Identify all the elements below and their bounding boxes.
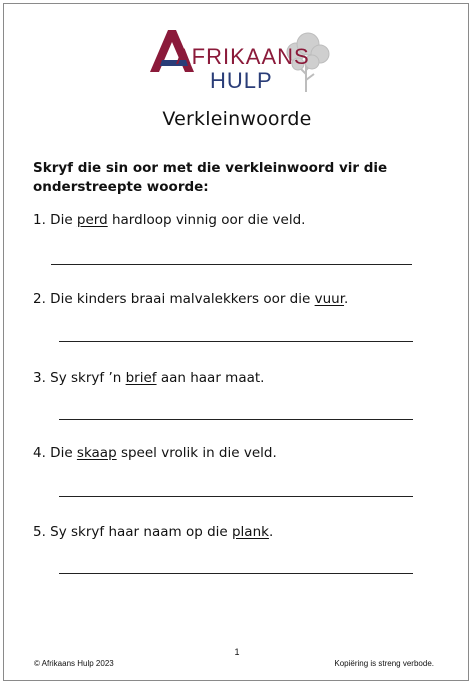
underlined-word: brief xyxy=(125,370,157,386)
worksheet-title: Verkleinwoorde xyxy=(162,108,312,130)
footer-notice: Kopiëring is streng verbode. xyxy=(334,659,434,668)
underlined-word: skaap xyxy=(76,445,117,461)
logo-wordmark-line2: HULP xyxy=(210,68,273,93)
afrikaans-hulp-logo xyxy=(146,22,336,96)
underlined-word: plank xyxy=(231,524,269,540)
answer-line-1[interactable] xyxy=(51,264,412,265)
question-3: 3. Sy skryf ’n brief aan haar maat. xyxy=(33,370,265,386)
answer-line-2[interactable] xyxy=(59,341,413,342)
question-4: 4. Die skaap speel vrolik in die veld. xyxy=(33,445,277,461)
logo-wordmark-line1: AFRIKAANS xyxy=(176,44,310,69)
footer-copyright: © Afrikaans Hulp 2023 xyxy=(34,659,114,668)
instruction-text: Skryf die sin oor met die verkleinwoord vir die onderstreepte woorde: xyxy=(33,160,388,195)
answer-line-4[interactable] xyxy=(59,496,413,497)
answer-line-3[interactable] xyxy=(59,419,413,420)
question-5: 5. Sy skryf haar naam op die plank. xyxy=(33,524,274,540)
underlined-word: perd xyxy=(76,212,108,228)
question-1: 1. Die perd hardloop vinnig oor die veld. xyxy=(33,212,306,228)
page-border xyxy=(3,3,469,681)
page-number: 1 xyxy=(234,647,240,657)
answer-line-5[interactable] xyxy=(59,573,413,574)
question-2: 2. Die kinders braai malvalekkers oor die vuur. xyxy=(33,291,349,307)
underlined-word: vuur xyxy=(314,291,345,307)
